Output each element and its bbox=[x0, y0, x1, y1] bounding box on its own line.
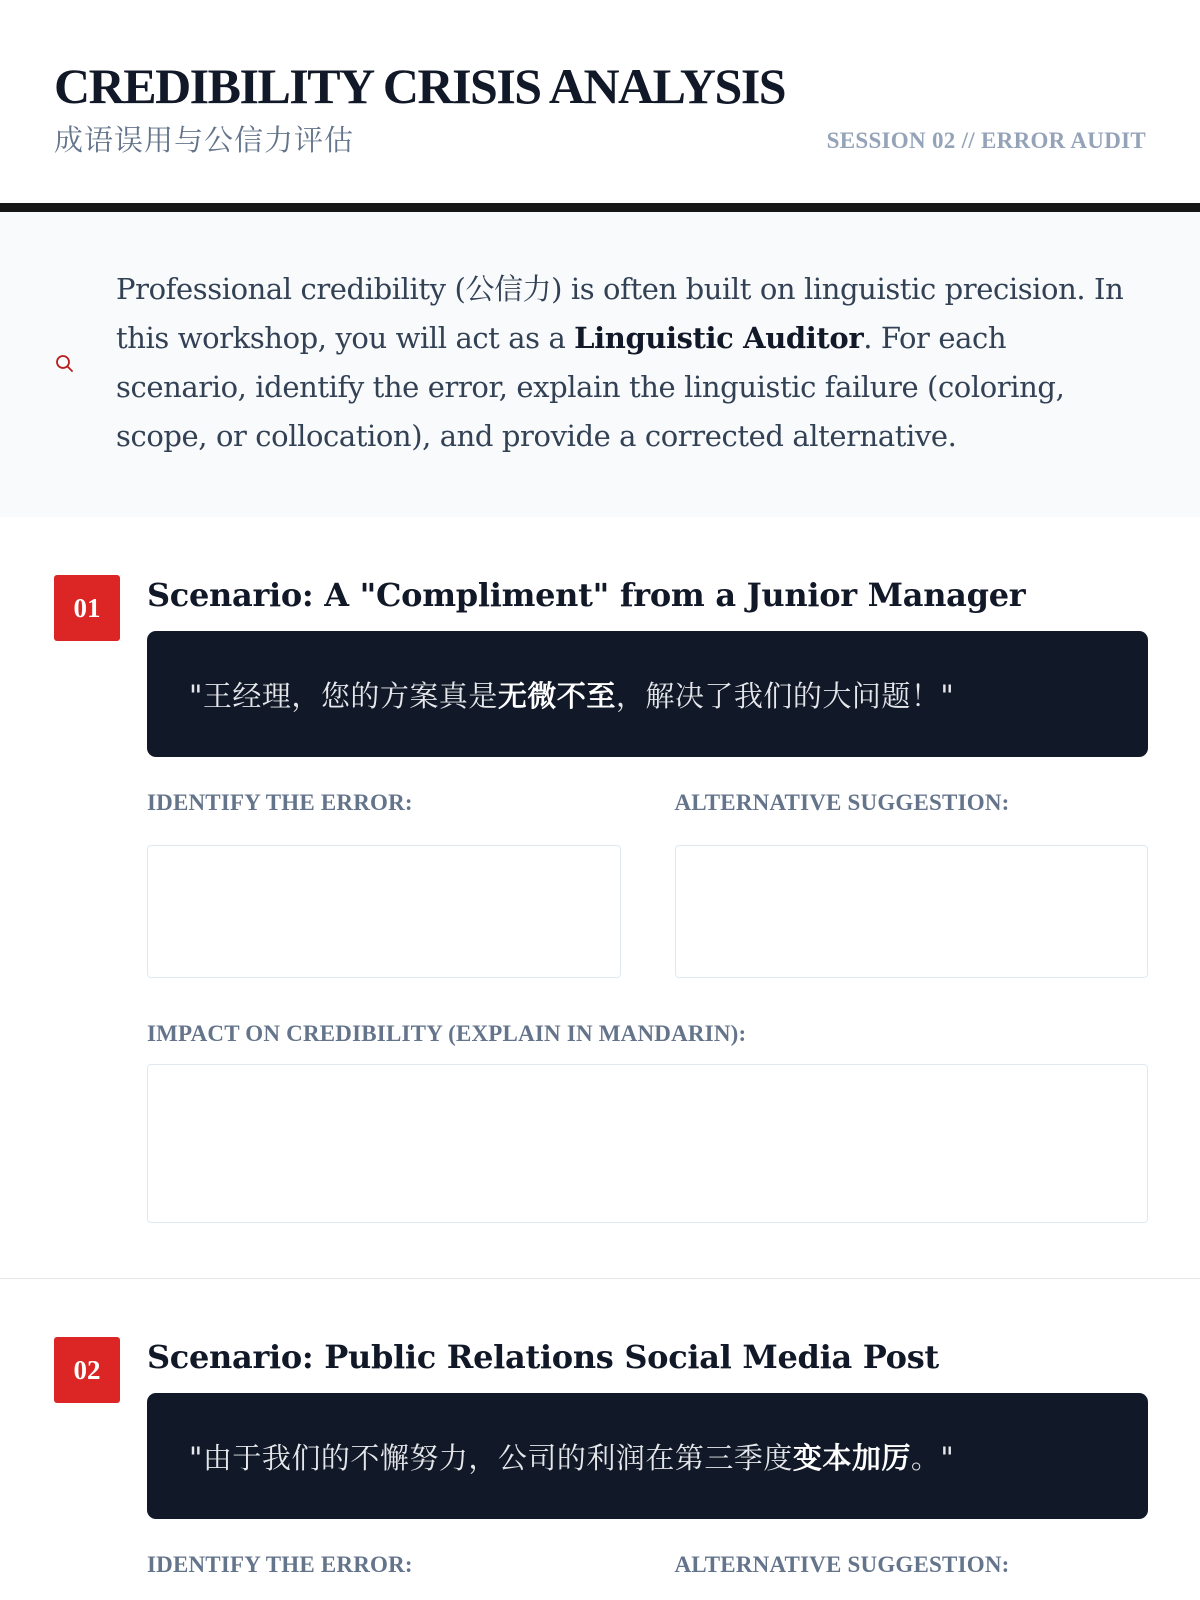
intro-panel bbox=[0, 212, 1200, 517]
page-subtitle: 成语误用与公信力评估 bbox=[54, 123, 355, 157]
search-icon bbox=[54, 353, 76, 375]
impact-label: IMPACT ON CREDIBILITY (EXPLAIN IN MANDARIN): bbox=[147, 1021, 747, 1046]
scenario-number-badge: 01 bbox=[54, 575, 120, 641]
error-label: IDENTIFY THE ERROR: bbox=[147, 790, 413, 815]
error-answer-box[interactable] bbox=[147, 845, 621, 978]
scenario-title: Scenario: Public Relations Social Media Post bbox=[147, 1338, 939, 1376]
intro-text: Professional credibility (公信力) is often built on linguistic precision. In this workshop, you will act as a Linguistic Auditor. For each scenario, identify the error, explain the linguistic failure (coloring, scope, or collocation), and provide a corrected alternative. bbox=[116, 272, 1124, 453]
alternative-label: ALTERNATIVE SUGGESTION: bbox=[674, 1552, 1010, 1577]
error-label: IDENTIFY THE ERROR: bbox=[147, 1552, 413, 1577]
scenario-card bbox=[0, 517, 1200, 1278]
intro-role: Linguistic Auditor bbox=[574, 321, 864, 355]
session-label: SESSION 02 // ERROR AUDIT bbox=[826, 128, 1146, 153]
impact-answer-box[interactable] bbox=[147, 1064, 1148, 1223]
scenario-quote: "由于我们的不懈努力，公司的利润在第三季度 变本加厉 。" bbox=[147, 1393, 1148, 1519]
page-title: CREDIBILITY CRISIS ANALYSIS bbox=[54, 58, 786, 114]
scenario-title: Scenario: A "Compliment" from a Junior Manager bbox=[147, 576, 1026, 614]
alternative-answer-box[interactable] bbox=[675, 845, 1149, 978]
page-header bbox=[0, 0, 1200, 212]
scenario-number-badge: 02 bbox=[54, 1337, 120, 1403]
idiom-highlight: 变本加厉 bbox=[792, 1440, 911, 1475]
idiom-highlight: 无微不至 bbox=[497, 678, 616, 713]
scenario-card bbox=[0, 1278, 1200, 1600]
scenario-quote: "王经理，您的方案真是 无微不至 ，解决了我们的大问题！" bbox=[147, 631, 1148, 757]
alternative-label: ALTERNATIVE SUGGESTION: bbox=[674, 790, 1010, 815]
